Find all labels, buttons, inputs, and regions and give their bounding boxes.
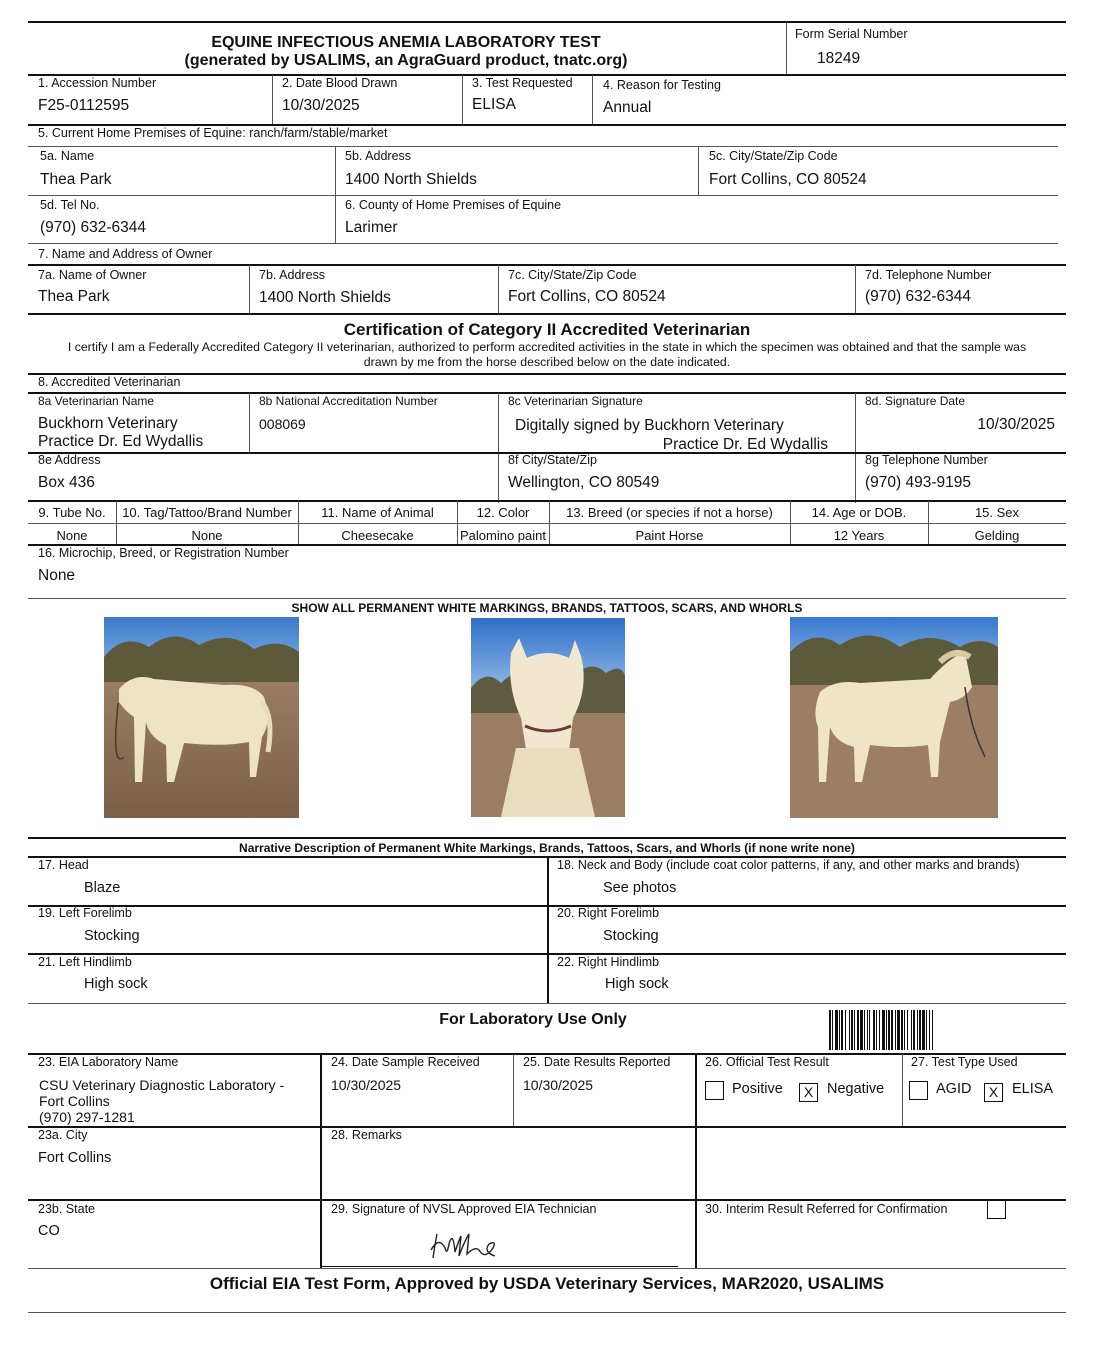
received-value: 10/30/2025: [331, 1077, 402, 1093]
agid-checkbox[interactable]: [909, 1081, 928, 1100]
vet-sig-date-label: 8d. Signature Date: [865, 394, 966, 408]
form-title-line2: (generated by USALIMS, an AgraGuard product, tnatc.org): [184, 52, 628, 69]
vet-city-label: 8f City/State/Zip: [508, 453, 597, 467]
animal-header-age: 14. Age or DOB.: [811, 505, 907, 520]
received-label: 24. Date Sample Received: [331, 1055, 480, 1069]
accession-label: 1. Accession Number: [38, 76, 157, 90]
animal-header-sex: 15. Sex: [974, 505, 1020, 520]
horse-left-image: [104, 617, 299, 818]
left-hindlimb-value: High sock: [84, 976, 148, 992]
right-hindlimb-label: 22. Right Hindlimb: [557, 955, 660, 969]
premises-address-label: 5b. Address: [345, 149, 412, 163]
reported-label: 25. Date Results Reported: [523, 1055, 671, 1069]
vet-name-label: 8a Veterinarian Name: [38, 394, 155, 408]
certification-text: [28, 340, 1066, 370]
vet-city-value: Wellington, CO 80549: [508, 474, 660, 491]
elisa-label: ELISA: [1012, 1081, 1054, 1097]
lab-state-label: 23b. State: [38, 1202, 95, 1216]
tech-signature: [425, 1226, 505, 1264]
vet-sig-line2: Practice Dr. Ed Wydallis: [662, 436, 828, 453]
narrative-heading: Narrative Description of Permanent White Markings, Brands, Tattoos, Scars, and Whorls (if none write none): [239, 841, 855, 855]
right-forelimb-label: 20. Right Forelimb: [557, 906, 660, 920]
lab-heading: For Laboratory Use Only: [439, 1011, 627, 1028]
animal-name-value: Cheesecake: [341, 528, 414, 543]
certification-text-line2: drawn by me from the horse described below on the date indicated.: [363, 355, 731, 369]
premises-county-value: Larimer: [345, 219, 398, 236]
vet-name-line2: Practice Dr. Ed Wydallis: [38, 433, 204, 450]
owner-city-label: 7c. City/State/Zip Code: [508, 268, 637, 282]
vet-sig-date-value: 10/30/2025: [977, 416, 1055, 433]
animal-header-tag: 10. Tag/Tattoo/Brand Number: [122, 505, 292, 520]
microchip-value: None: [38, 567, 76, 584]
serial-label: Form Serial Number: [795, 27, 908, 41]
animal-age-value: 12 Years: [833, 528, 885, 543]
owner-name-label: 7a. Name of Owner: [38, 268, 147, 282]
premises-name-label: 5a. Name: [40, 149, 95, 163]
lab-name-value: [39, 1077, 284, 1125]
microchip-label: 16. Microchip, Breed, or Registration Number: [38, 546, 289, 560]
vet-phone-label: 8g Telephone Number: [865, 453, 988, 467]
vet-sig-line1: Digitally signed by Buckhorn Veterinary: [515, 417, 784, 434]
horse-photo-left: [104, 617, 299, 818]
neck-body-value: See photos: [603, 880, 677, 896]
horse-photo-right: [790, 617, 998, 818]
date-drawn-label: 2. Date Blood Drawn: [282, 76, 398, 90]
owner-city-value: Fort Collins, CO 80524: [508, 288, 666, 305]
lab-city-label: 23a. City: [38, 1128, 88, 1142]
owner-section-label: 7. Name and Address of Owner: [38, 247, 213, 261]
vet-natl-label: 8b National Accreditation Number: [259, 394, 438, 408]
owner-phone-label: 7d. Telephone Number: [865, 268, 992, 282]
animal-tube-value: None: [56, 528, 88, 543]
elisa-checkbox[interactable]: X: [984, 1083, 1003, 1102]
date-drawn-value: 10/30/2025: [282, 97, 360, 114]
test-requested-value: ELISA: [472, 96, 516, 113]
positive-checkbox[interactable]: [705, 1081, 724, 1100]
premises-city-value: Fort Collins, CO 80524: [709, 171, 867, 188]
left-forelimb-value: Stocking: [84, 928, 140, 944]
reason-label: 4. Reason for Testing: [603, 78, 721, 92]
interim-checkbox[interactable]: [987, 1200, 1006, 1219]
owner-address-value: 1400 North Shields: [259, 289, 391, 306]
vet-address-value: Box 436: [38, 474, 95, 491]
animal-breed-value: Paint Horse: [635, 528, 704, 543]
owner-name-value: Thea Park: [38, 288, 110, 305]
lab-city-value: Fort Collins: [38, 1150, 112, 1166]
vet-section-label: 8. Accredited Veterinarian: [38, 375, 181, 389]
test-requested-label: 3. Test Requested: [472, 76, 573, 90]
barcode: [829, 1010, 1057, 1050]
negative-label: Negative: [827, 1081, 885, 1097]
vet-signature: [515, 416, 828, 454]
right-hindlimb-value: High sock: [605, 976, 669, 992]
remarks-label: 28. Remarks: [331, 1128, 402, 1142]
animal-color-value: Palomino paint: [460, 528, 546, 543]
owner-phone-value: (970) 632-6344: [865, 288, 971, 305]
interim-label: 30. Interim Result Referred for Confirmation: [705, 1202, 948, 1216]
left-hindlimb-label: 21. Left Hindlimb: [38, 955, 132, 969]
premises-tel-value: (970) 632-6344: [40, 219, 146, 236]
left-forelimb-label: 19. Left Forelimb: [38, 906, 132, 920]
horse-center-image: [471, 618, 625, 817]
serial-value: 18249: [817, 50, 861, 67]
lab-name-line1: CSU Veterinary Diagnostic Laboratory -: [39, 1077, 285, 1093]
neck-body-label: 18. Neck and Body (include coat color patterns, if any, and other marks and brands): [557, 858, 1020, 872]
horse-photo-center: [471, 618, 625, 817]
form-title-line1: EQUINE INFECTIOUS ANEMIA LABORATORY TEST: [211, 34, 601, 51]
right-forelimb-value: Stocking: [603, 928, 659, 944]
accession-value: F25-0112595: [38, 97, 130, 114]
lab-name-line2: Fort Collins: [39, 1093, 110, 1109]
tech-signature-label: 29. Signature of NVSL Approved EIA Technician: [331, 1202, 597, 1216]
head-label: 17. Head: [38, 858, 89, 872]
vet-name-value: [38, 415, 203, 451]
vet-sig-label: 8c Veterinarian Signature: [508, 394, 643, 408]
vet-name-line1: Buckhorn Veterinary: [38, 415, 178, 432]
animal-tag-value: None: [191, 528, 223, 543]
lab-name-line3: (970) 297-1281: [39, 1109, 135, 1125]
horse-right-image: [790, 617, 998, 818]
owner-address-label: 7b. Address: [259, 268, 326, 282]
vet-address-label: 8e Address: [38, 453, 101, 467]
premises-address-value: 1400 North Shields: [345, 171, 477, 188]
premises-tel-label: 5d. Tel No.: [40, 198, 100, 212]
animal-sex-value: Gelding: [974, 528, 1020, 543]
form-title: [28, 34, 784, 70]
premises-city-label: 5c. City/State/Zip Code: [709, 149, 838, 163]
premises-county-label: 6. County of Home Premises of Equine: [345, 198, 562, 212]
animal-header-breed: 13. Breed (or species if not a horse): [566, 505, 773, 520]
lab-state-value: CO: [38, 1223, 60, 1239]
reported-value: 10/30/2025: [523, 1077, 594, 1093]
result-label: 26. Official Test Result: [705, 1055, 829, 1069]
photos-heading: SHOW ALL PERMANENT WHITE MARKINGS, BRANDS, TATTOOS, SCARS, AND WHORLS: [291, 601, 803, 615]
lab-name-label: 23. EIA Laboratory Name: [38, 1055, 179, 1069]
vet-phone-value: (970) 493-9195: [865, 474, 971, 491]
test-type-label: 27. Test Type Used: [911, 1055, 1018, 1069]
animal-header-color: 12. Color: [476, 505, 530, 520]
animal-header-tube: 9. Tube No.: [38, 505, 106, 520]
premises-section-label: 5. Current Home Premises of Equine: ranch/farm/stable/market: [38, 126, 388, 140]
certification-heading: Certification of Category II Accredited Veterinarian: [343, 320, 751, 339]
animal-header-name: 11. Name of Animal: [321, 505, 434, 520]
vet-natl-value: 008069: [259, 416, 306, 432]
negative-checkbox[interactable]: X: [799, 1083, 818, 1102]
premises-name-value: Thea Park: [40, 171, 112, 188]
agid-label: AGID: [936, 1081, 972, 1097]
head-value: Blaze: [84, 880, 121, 896]
footer-text: Official EIA Test Form, Approved by USDA Veterinary Services, MAR2020, USALIMS: [209, 1274, 885, 1293]
reason-value: Annual: [603, 99, 652, 116]
certification-text-line1: I certify I am a Federally Accredited Category II veterinarian, authorized to perform accredited activities in the state in which the specimen was obtained and that the sample was: [67, 340, 1027, 354]
positive-label: Positive: [732, 1081, 783, 1097]
